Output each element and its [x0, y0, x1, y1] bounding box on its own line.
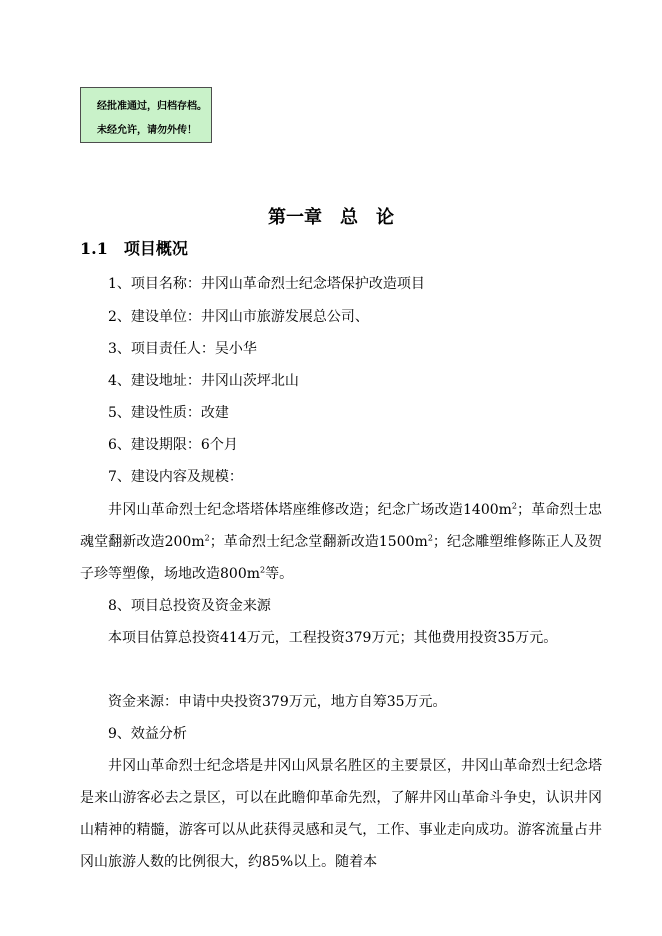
approval-stamp [80, 87, 212, 143]
investment-paragraph: 本项目估算总投资414万元，工程投资379万元；其他费用投资35万元。 [108, 630, 558, 646]
item-period: 6、建设期限：6个月 [108, 437, 238, 453]
item-investment-heading: 8、项目总投资及资金来源 [108, 598, 271, 614]
unit-superscript: 2 [260, 565, 266, 575]
stamp-line-confidential: 未经允许，请勿外传！ [97, 125, 197, 136]
item-nature: 5、建设性质：改建 [108, 405, 229, 421]
item-content-scale: 7、建设内容及规模： [108, 469, 243, 485]
construction-text-2: ；革命烈士忠魂堂翻新改造200m [80, 502, 602, 550]
stamp-line-approved: 经批准通过，归档存档。 [97, 101, 207, 112]
item-project-name: 1、项目名称：井冈山革命烈士纪念塔保护改造项目 [108, 276, 425, 292]
item-responsible-person: 3、项目责任人：吴小华 [108, 341, 257, 357]
construction-text-3: ；革命烈士纪念堂翻新改造1500m [209, 534, 428, 550]
construction-content-paragraph [80, 494, 602, 590]
unit-superscript: 2 [511, 501, 517, 511]
item-benefit-heading: 9、效益分析 [108, 726, 187, 742]
construction-text-5: 等。 [265, 566, 294, 582]
unit-superscript: 2 [204, 533, 210, 543]
section-heading: 1.1 项目概况 [80, 239, 188, 258]
item-construction-unit: 2、建设单位：井冈山市旅游发展总公司、 [108, 309, 369, 325]
item-address: 4、建设地址：井冈山茨坪北山 [108, 373, 299, 389]
chapter-title: 第一章 总 论 [268, 207, 394, 228]
funding-paragraph: 资金来源：申请中央投资379万元，地方自筹35万元。 [108, 694, 447, 710]
construction-text-4: ；纪念雕塑维修陈正人及贺子珍等塑像，场地改造800m [80, 534, 603, 582]
construction-text-1: 井冈山革命烈士纪念塔塔体塔座维修改造；纪念广场改造1400m [108, 502, 512, 518]
unit-superscript: 2 [427, 533, 433, 543]
benefit-paragraph: 井冈山革命烈士纪念塔是井冈山风景名胜区的主要景区，井冈山革命烈士纪念塔是来山游客必去之景区，可以在此瞻仰革命先烈，了解井冈山革命斗争史，认识井冈山精神的精髓，游客可以从此获得灵感和灵气，工作、事业走向成功。游客流量占井冈山旅游人数的比例很大，约85%以上。随着本 [80, 758, 602, 870]
